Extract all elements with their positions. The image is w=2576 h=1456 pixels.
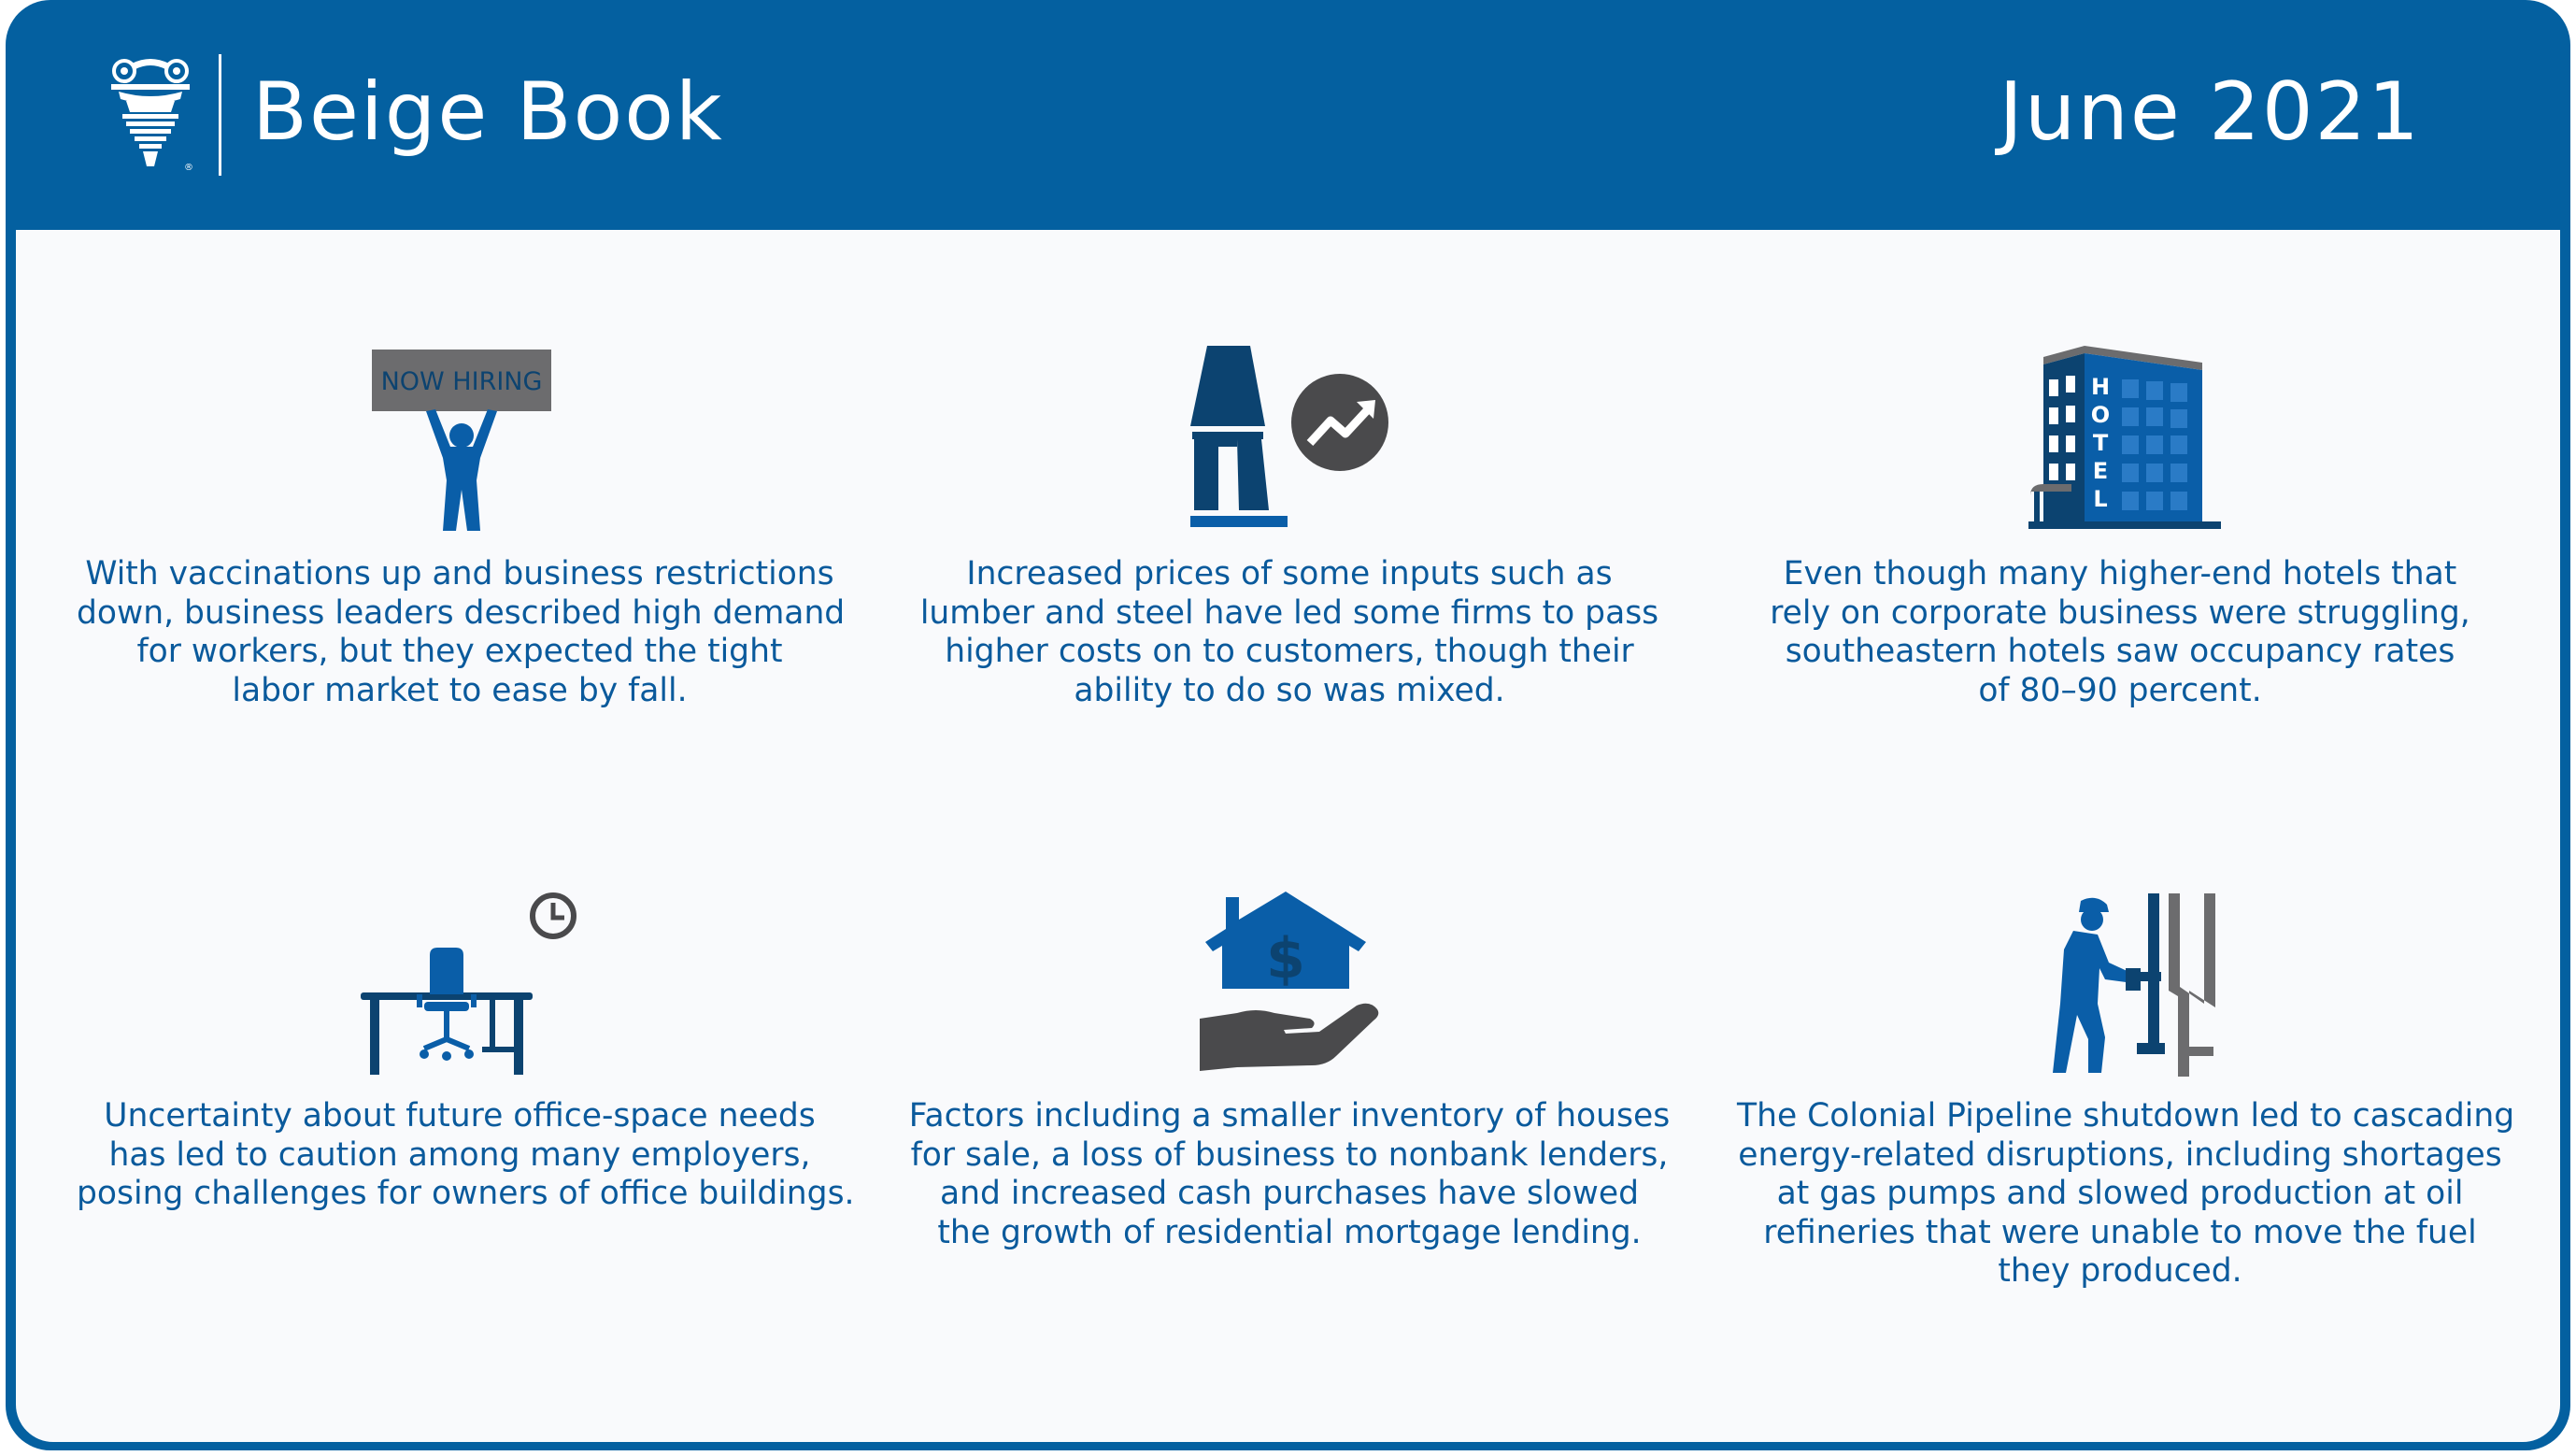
card-text-hotels <box>1737 555 2503 710</box>
text-line: southeastern hotels saw occupancy rates <box>1785 633 2455 670</box>
text-line: at gas pumps and slowed production at oil <box>1776 1175 2464 1212</box>
text-line: of 80–90 percent. <box>1978 671 2262 709</box>
report-date: June 2021 <box>1999 65 2421 159</box>
clock-icon <box>533 895 574 936</box>
text-line: Even though many higher-end hotels that <box>1783 555 2457 592</box>
house-dollar-hand-icon <box>1200 892 1387 1075</box>
header-divider <box>219 54 221 176</box>
text-line: energy-related disruptions, including shortages <box>1738 1135 2502 1174</box>
text-line: they produced. <box>1998 1252 2242 1290</box>
text-line: down, business leaders described high demand <box>77 593 846 632</box>
card-text-mortgage <box>906 1097 1672 1252</box>
text-line: Uncertainty about future office-space needs <box>104 1097 816 1135</box>
text-line: higher costs on to customers, though their <box>945 633 1634 670</box>
text-line: Factors including a smaller inventory of houses <box>908 1097 1671 1135</box>
text-line: rely on corporate business were struggling, <box>1770 593 2470 632</box>
hotel-letter: H <box>2090 374 2111 400</box>
now-hiring-sign-text: NOW HIRING <box>380 367 543 396</box>
svg-text:$: $ <box>1266 926 1305 992</box>
text-line: for sale, a loss of business to nonbank lenders, <box>910 1135 1669 1174</box>
text-line: Increased prices of some inputs such as <box>966 555 1613 592</box>
text-line: ability to do so was mixed. <box>1074 671 1505 709</box>
text-line: refineries that were unable to move the fuel <box>1763 1213 2477 1251</box>
card-text-pipeline <box>1737 1097 2515 1292</box>
text-line: has led to caution among many employers, <box>108 1135 811 1174</box>
office-desk-clock-icon <box>359 890 579 1077</box>
lamp-price-increase-icon <box>1190 346 1405 529</box>
header-bar <box>6 0 2570 228</box>
fed-column-logo-icon <box>104 58 197 172</box>
card-text-labor <box>77 555 846 710</box>
content-panel <box>16 230 2560 1442</box>
hotel-letter: O <box>2090 402 2111 428</box>
page-title: Beige Book <box>252 65 724 159</box>
hotel-letter: T <box>2092 430 2109 456</box>
card-text-prices <box>906 555 1672 710</box>
text-line: lumber and steel have led some firms to pass <box>919 593 1659 632</box>
text-line: for workers, but they expected the tight <box>136 633 783 670</box>
text-line: the growth of residential mortgage lending. <box>937 1213 1642 1251</box>
hotel-letter: L <box>2093 486 2108 512</box>
svg-text:®: ® <box>184 163 193 172</box>
text-line: With vaccinations up and business restrictions <box>85 555 834 592</box>
text-line: labor market to ease by fall. <box>232 671 688 709</box>
text-line: posing challenges for owners of office buildings. <box>77 1175 855 1212</box>
hotel-building-icon <box>2028 346 2221 529</box>
page-frame <box>6 0 2570 1450</box>
text-line: and increased cash purchases have slowed <box>940 1175 1639 1212</box>
text-line: The Colonial Pipeline shutdown led to cascading <box>1737 1097 2515 1135</box>
hotel-letter: E <box>2092 458 2109 484</box>
card-text-office <box>77 1097 855 1214</box>
pipeline-worker-icon <box>2036 893 2223 1077</box>
now-hiring-icon <box>372 350 551 531</box>
